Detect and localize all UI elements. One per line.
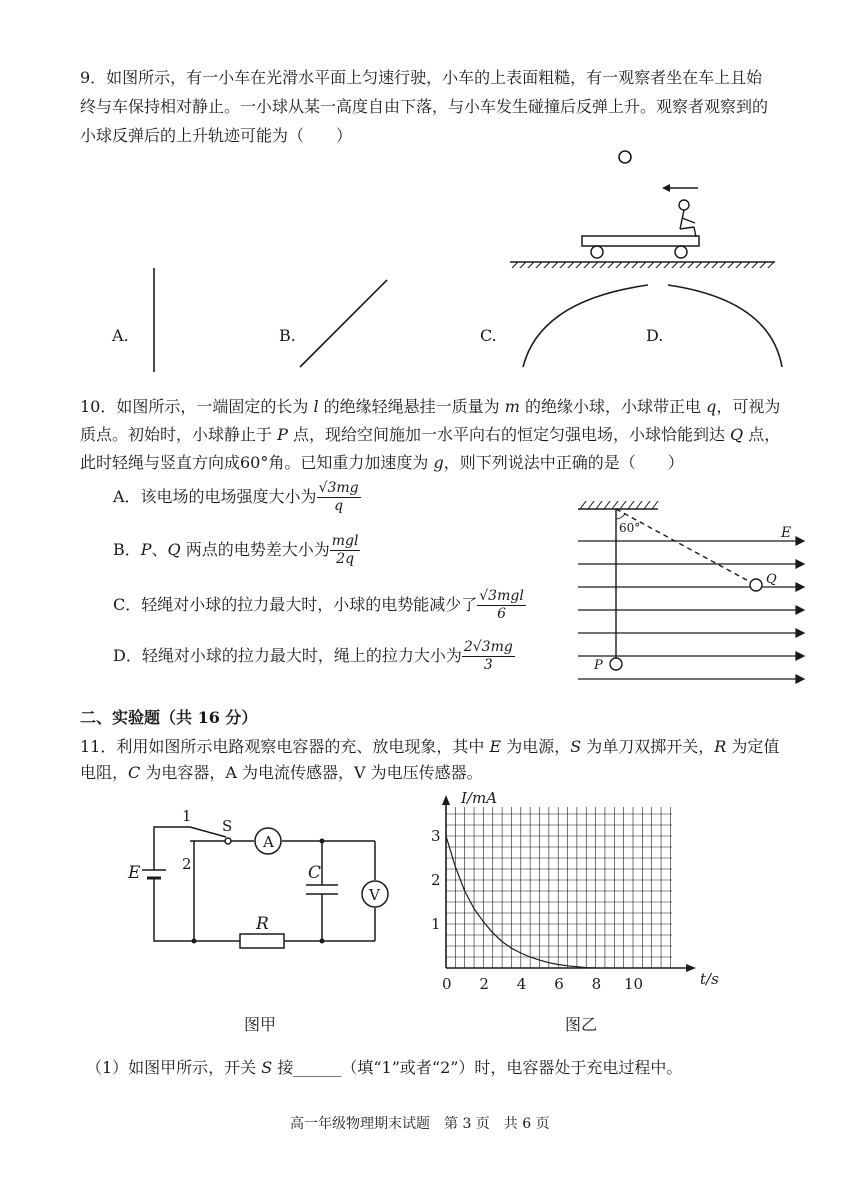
x-axis-arrow — [686, 964, 696, 972]
ball-q — [750, 579, 762, 591]
point-label-p: P — [594, 658, 603, 673]
page-footer: 高一年级物理期末试题 第 3 页 共 6 页 — [290, 1116, 550, 1132]
resistor — [240, 934, 284, 948]
point-label-q: Q — [766, 572, 777, 587]
x-tick-labels — [442, 975, 643, 993]
figure-left-caption: 图甲 — [244, 1015, 277, 1034]
cart-wheel-right — [675, 246, 687, 258]
angle-label: 60° — [619, 521, 641, 535]
x-tick-label: 2 — [479, 975, 489, 993]
q9-line-1: 9．如图所示，有一小车在光滑水平面上匀速行驶，小车的上表面粗糙，有一观察者坐在车上且始 — [80, 68, 763, 87]
option-d-trajectory — [668, 285, 782, 367]
capacitor-label: C — [308, 863, 322, 883]
y-tick-labels — [431, 827, 441, 933]
cart-body — [582, 236, 699, 246]
q10-line-3: 此时轻绳与竖直方向成60°角。已知重力加速度为 g，则下列说法中正确的是（ ） — [80, 453, 684, 472]
option-b-trajectory — [300, 280, 387, 367]
falling-ball — [619, 151, 631, 163]
q11-line-1: 11．利用如图所示电路观察电容器的充、放电现象，其中 E 为电源，S 为单刀双掷开关，R 为定值 — [80, 737, 780, 756]
answer-blank[interactable]: ______ — [293, 1058, 342, 1077]
x-tick-label: 4 — [516, 975, 527, 993]
section-heading: 二、实验题（共 16 分） — [80, 708, 258, 727]
y-axis-label: I/mA — [461, 789, 498, 807]
y-tick-label: 1 — [431, 915, 441, 933]
observer-head — [679, 200, 689, 210]
q11-line-2: 电阻，C 为电容器，A 为电流传感器，V 为电压传感器。 — [80, 763, 483, 782]
q11-part-1: （1）如图甲所示，开关 S 接______（填“1”或者“2”）时，电容器处于充电过程中。 — [86, 1058, 683, 1077]
cart-wheel-left — [591, 246, 603, 258]
y-tick-label: 3 — [431, 827, 441, 845]
q9-line-2: 终与车保持相对静止。一小球从某一高度自由下落，与小车发生碰撞后反弹上升。观察者观察到的 — [80, 97, 769, 116]
q9-option-b-label: B. — [279, 326, 296, 345]
switch-label: S — [222, 817, 233, 835]
q9-cart-figure — [500, 145, 810, 275]
y-axis-arrow — [442, 795, 450, 805]
q9-option-a-label: A. — [112, 326, 129, 345]
angle-arc — [616, 514, 625, 519]
x-tick-label: 6 — [554, 975, 564, 993]
q10-option-d: D．轻绳对小球的拉力最大时，绳上的拉力大小为 $\frac{2√3mg}{3}$ — [113, 639, 513, 673]
q10-option-b: B．P、Q 两点的电势差大小为 $\frac{\text{mgl}}{2q}$ — [113, 533, 359, 567]
terminal-2-label: 2 — [182, 855, 192, 873]
terminal-1-label: 1 — [182, 807, 192, 825]
q10-line-1: 10．如图所示，一端固定的长为 l 的绝缘轻绳悬挂一质量为 m 的绝缘小球，小球带正电 q，可视为 — [80, 397, 781, 416]
figure-right-caption: 图乙 — [565, 1015, 598, 1034]
source-label: E — [128, 863, 141, 883]
chart-grid — [446, 807, 672, 968]
q9-options-figure — [100, 260, 800, 380]
q10-field-figure — [570, 495, 810, 690]
x-tick-label: 8 — [591, 975, 602, 993]
voltmeter-label: V — [369, 886, 380, 904]
resistor-label: R — [256, 914, 269, 934]
ball-p — [610, 658, 622, 670]
velocity-arrow-head — [662, 184, 670, 192]
q10-option-c: C．轻绳对小球的拉力最大时，小球的电势能减少了 $\frac{\text{√3mgl}}{6}$ — [113, 588, 524, 622]
current-time-chart — [420, 785, 719, 995]
wire-bottom-left — [154, 893, 240, 941]
circuit-diagram — [110, 805, 400, 965]
switch-blade — [190, 827, 226, 837]
field-label-e: E — [781, 525, 792, 541]
q10-line-2: 质点。初始时，小球静止于 P 点，现给空间施加一水平向右的恒定匀强电场，小球恰能到达 Q 点， — [80, 425, 781, 444]
ammeter-label: A — [263, 833, 274, 851]
x-tick-label: 10 — [624, 975, 644, 993]
q9-line-3: 小球反弹后的上升轨迹可能为（ ） — [80, 126, 353, 145]
q9-option-d-label: D. — [646, 326, 664, 345]
switch-pivot — [225, 838, 231, 844]
x-axis-label: t/s — [700, 970, 719, 988]
x-tick-label: 0 — [442, 975, 452, 993]
y-tick-label: 2 — [431, 871, 441, 889]
q9-option-c-label: C. — [480, 326, 497, 345]
option-c-trajectory — [523, 285, 648, 367]
q10-option-a: A．该电场的电场强度大小为 $\frac{√3mg}{q}$ — [113, 480, 359, 514]
